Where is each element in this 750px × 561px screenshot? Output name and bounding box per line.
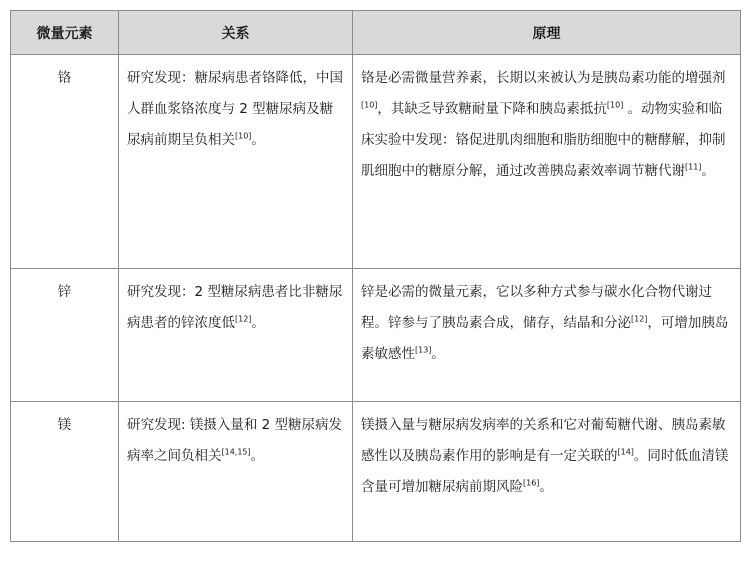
citation-ref: [10] (235, 131, 252, 141)
cell-text: ，其缺乏导致糖耐量下降和胰岛素抵抗 (377, 101, 607, 117)
citation-ref: [14,15] (221, 447, 251, 457)
cell-text: 铬是必需微量营养素，长期以来被认为是胰岛素功能的增强剂 (361, 70, 726, 86)
table-header-row (11, 11, 741, 55)
cell-text: 。同时低血清镁含量可增加糖尿病前期风险 (361, 448, 729, 495)
header-trace-element: 微量元素 (11, 11, 119, 55)
cell-text: 研究发现：糖尿病患者铬降低，中国人群血浆铬浓度与 2 型糖尿病及糖尿病前期呈负相关 (127, 70, 343, 148)
cell-text: 研究发现: 镁摄入量和 2 型糖尿病发病率之间负相关 (127, 417, 343, 464)
cell-text: 锌是必需的微量元素，它以多种方式参与碳水化合物代谢过程。锌参与了胰岛素合成，储存，结晶和分泌 (361, 284, 712, 331)
cell-text: 镁摄入量与糖尿病发病率的关系和它对葡萄糖代谢、胰岛素敏感性以及胰岛素作用的影响是有一定关联的 (361, 417, 726, 464)
element-cell: 铬 (11, 55, 119, 269)
table-row (11, 55, 741, 269)
element-cell: 镁 (11, 402, 119, 542)
cell-text: 。 (251, 315, 265, 331)
citation-ref: [12] (631, 314, 648, 324)
citation-ref: [13] (415, 345, 432, 355)
relation-cell (119, 269, 353, 402)
citation-ref: [12] (235, 314, 252, 324)
citation-ref: [16] (523, 478, 540, 488)
cell-text: ，可增加胰岛素敏感性 (361, 315, 729, 362)
principle-cell (353, 55, 741, 269)
citation-ref: [14] (617, 447, 634, 457)
cell-text: 。动物实验和临床实验中发现：铬促进肌肉细胞和脂肪细胞中的糖酵解，抑制肌细胞中的糖原分解，通过改善胰岛素效率调节糖代谢 (361, 101, 726, 179)
cell-text: 。 (250, 448, 265, 464)
principle-cell (353, 402, 741, 542)
table-row (11, 402, 741, 542)
cell-text: 。 (701, 163, 715, 179)
cell-text: 研究发现：2 型糖尿病患者比非糖尿病患者的锌浓度低 (127, 284, 343, 331)
citation-ref: [10] (361, 100, 378, 110)
table-row (11, 269, 741, 402)
relation-cell (119, 55, 353, 269)
citation-ref: [11] (685, 162, 702, 172)
header-principle: 原理 (353, 11, 741, 55)
cell-text: 。 (431, 346, 445, 362)
cell-text: 。 (539, 479, 553, 495)
relation-cell (119, 402, 353, 542)
header-relation: 关系 (119, 11, 353, 55)
principle-cell (353, 269, 741, 402)
trace-elements-table (10, 10, 741, 542)
element-cell: 锌 (11, 269, 119, 402)
cell-text: 。 (251, 132, 265, 148)
citation-ref: [10] (606, 100, 624, 110)
